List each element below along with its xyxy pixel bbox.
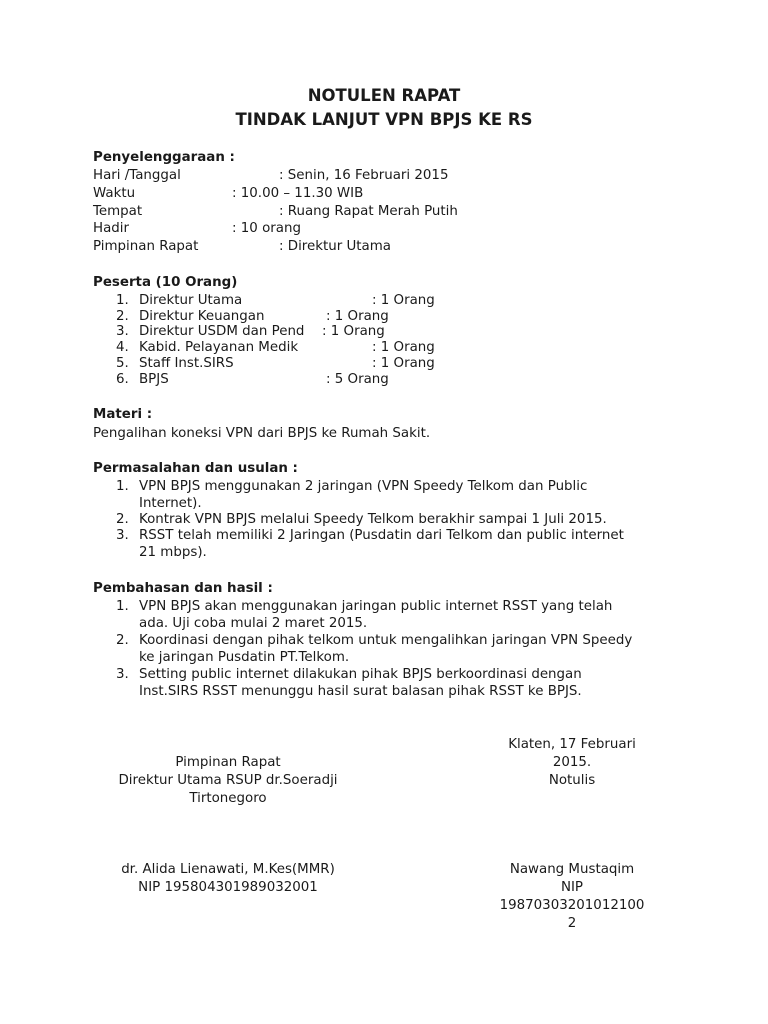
- pembahasan-line: Setting public internet dilakukan pihak BPJS berkoordinasi dengan: [139, 667, 582, 682]
- waktu-label: Waktu: [93, 186, 136, 201]
- permasalahan-heading: Permasalahan dan usulan :: [93, 461, 298, 476]
- left-signer-nip: NIP 195804301989032001: [138, 880, 318, 895]
- right-signer-nip: 19870303201012100: [499, 898, 645, 913]
- peserta-name: Kabid. Pelayanan Medik: [139, 340, 299, 355]
- pembahasan-num: 3.: [116, 667, 129, 682]
- peserta-num: 5.: [116, 356, 129, 371]
- tempat-value: : Ruang Rapat Merah Putih: [279, 204, 458, 219]
- pembahasan-line: Koordinasi dengan pihak telkom untuk mengalihkan jaringan VPN Speedy: [139, 633, 633, 648]
- peserta-name: Direktur Keuangan: [139, 309, 265, 324]
- peserta-num: 3.: [116, 324, 129, 339]
- pembahasan-num: 2.: [116, 633, 129, 648]
- document-title: NOTULEN RAPAT: [307, 86, 461, 105]
- peserta-name: Direktur Utama: [139, 293, 243, 308]
- right-signer-nip-cont: 2: [567, 916, 577, 931]
- right-signer-nip-label: NIP: [560, 880, 584, 895]
- peserta-heading: Peserta (10 Orang): [93, 275, 238, 290]
- hadir-value: : 10 orang: [232, 221, 301, 236]
- left-role: Pimpinan Rapat: [175, 755, 281, 770]
- hari-value: : Senin, 16 Februari 2015: [279, 168, 449, 183]
- peserta-num: 1.: [116, 293, 129, 308]
- hadir-label: Hadir: [93, 221, 130, 236]
- document-subtitle: TINDAK LANJUT VPN BPJS KE RS: [235, 110, 533, 129]
- peserta-num: 6.: [116, 372, 129, 387]
- pembahasan-num: 1.: [116, 599, 129, 614]
- pembahasan-heading: Pembahasan dan hasil :: [93, 581, 273, 596]
- left-signer-name: dr. Alida Lienawati, M.Kes(MMR): [121, 862, 335, 877]
- peserta-count: : 1 Orang: [372, 340, 435, 355]
- peserta-num: 4.: [116, 340, 129, 355]
- peserta-count: : 1 Orang: [372, 293, 435, 308]
- peserta-num: 2.: [116, 309, 129, 324]
- peserta-count: : 1 Orang: [372, 356, 435, 371]
- permasalahan-line: VPN BPJS menggunakan 2 jaringan (VPN Speedy Telkom dan Public: [139, 479, 588, 494]
- tempat-label: Tempat: [93, 204, 143, 219]
- permasalahan-num: 1.: [116, 479, 129, 494]
- right-place-date-cont: 2015.: [552, 755, 592, 770]
- peserta-name: Staff Inst.SIRS: [139, 356, 234, 371]
- peserta-name: BPJS: [139, 372, 169, 387]
- peserta-count: : 1 Orang: [322, 324, 385, 339]
- peserta-count: : 1 Orang: [326, 309, 389, 324]
- permasalahan-line: Internet).: [139, 496, 202, 511]
- permasalahan-num: 3.: [116, 528, 129, 543]
- pembahasan-line: VPN BPJS akan menggunakan jaringan public internet RSST yang telah: [139, 599, 613, 614]
- hari-label: Hari /Tanggal: [93, 168, 181, 183]
- pembahasan-line: Inst.SIRS RSST menunggu hasil surat balasan pihak RSST ke BPJS.: [139, 684, 582, 699]
- penyelenggaraan-heading: Penyelenggaraan :: [93, 150, 235, 165]
- permasalahan-line: RSST telah memiliki 2 Jaringan (Pusdatin dari Telkom dan public internet: [139, 528, 624, 543]
- materi-heading: Materi :: [93, 407, 153, 422]
- pembahasan-line: ke jaringan Pusdatin PT.Telkom.: [139, 650, 350, 665]
- peserta-name: Direktur USDM dan Pend: [139, 324, 305, 339]
- right-place-date: Klaten, 17 Februari: [508, 737, 636, 752]
- left-position-cont: Tirtonegoro: [189, 791, 267, 806]
- pimpinan-value: : Direktur Utama: [279, 239, 392, 254]
- right-signer-name: Nawang Mustaqim: [509, 862, 635, 877]
- waktu-value: : 10.00 – 11.30 WIB: [232, 186, 364, 201]
- left-position: Direktur Utama RSUP dr.Soeradji: [118, 773, 338, 788]
- pimpinan-label: Pimpinan Rapat: [93, 239, 199, 254]
- materi-text: Pengalihan koneksi VPN dari BPJS ke Rumah Sakit.: [93, 426, 431, 441]
- pembahasan-line: ada. Uji coba mulai 2 maret 2015.: [139, 616, 368, 631]
- permasalahan-line: Kontrak VPN BPJS melalui Speedy Telkom berakhir sampai 1 Juli 2015.: [139, 512, 607, 527]
- peserta-count: : 5 Orang: [326, 372, 389, 387]
- right-role: Notulis: [548, 773, 596, 788]
- permasalahan-num: 2.: [116, 512, 129, 527]
- permasalahan-line: 21 mbps).: [139, 545, 207, 560]
